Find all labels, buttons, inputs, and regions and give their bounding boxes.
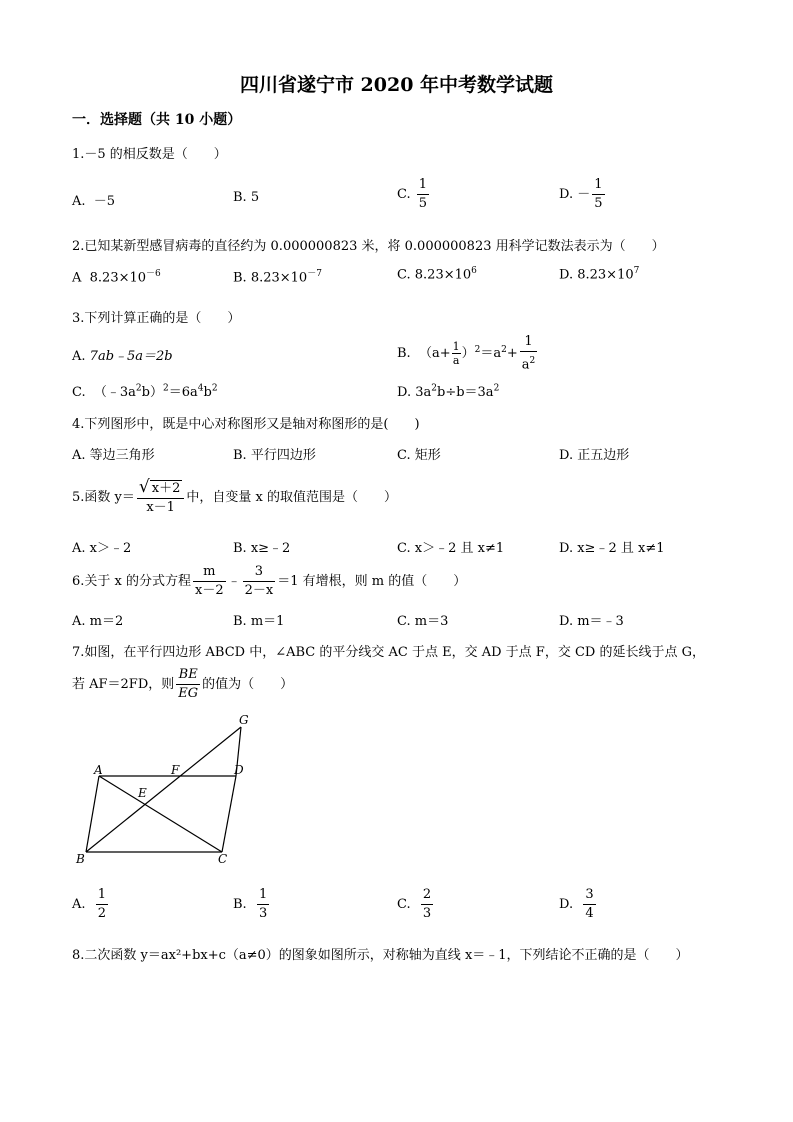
q3-option-b: B. （a+ $\frac{1}{a}$ ）$^2=a^2+$ $\frac{1}{a^2}$ [397, 334, 536, 373]
q7-option-c: C. $\frac{2}{3}$ [397, 887, 432, 921]
fraction: $\frac{BE}{EG}$ [178, 667, 199, 701]
sqrt-sign: √ [138, 477, 150, 497]
question-8-stem: 8.二次函数 y＝ax²+bx+c（a≠0）的图象如图所示，对称轴为直线 x＝﹣1，下列结论不正确的是（ ） [72, 948, 689, 963]
q5-option-c: C. x＞﹣2 且 x≠1 [397, 541, 505, 556]
q2-option-b: B. $8.23\times 10^{-7}$ [233, 269, 322, 286]
point-label-F: F [171, 763, 180, 777]
fraction: $\frac{1}{2}$ [97, 887, 107, 921]
segment-DC [222, 776, 236, 852]
q5-option-d: D. x≥﹣2 且 x≠1 [559, 541, 665, 556]
point-label-C: C [218, 852, 228, 866]
q2-option-a: A $8.23\times 10^{-6}$ [72, 269, 161, 286]
fraction: $\frac{m}{x-2}$ [195, 564, 224, 598]
point-label-B: B [76, 852, 85, 866]
q2-option-d: D. $8.23\times 10^7$ [559, 266, 640, 283]
option-label: C. [397, 187, 411, 202]
q3-option-a: A. 7ab﹣5a＝2b [72, 349, 173, 364]
page-title: 四川省遂宁市 2020 年中考数学试题 [239, 74, 554, 96]
q3-option-d: D. $3a^2b\div b=3a^2$ [397, 383, 500, 400]
question-7-stem-line1: 7.如图，在平行四边形 ABCD 中，∠ABC 的平分线交 AC 于点 E，交 AD 于点 F，交 CD 的延长线于点 G， [72, 645, 705, 660]
option-value: －5 [93, 194, 116, 209]
fraction: $\frac{1}{a}$ [452, 340, 460, 368]
segment-BG [86, 727, 241, 852]
fraction: $\frac{3}{4}$ [585, 887, 594, 921]
q6-option-a: A. m＝2 [72, 614, 124, 629]
q6-option-c: C. m＝3 [397, 614, 449, 629]
option-label: B. [233, 190, 247, 205]
q5-option-a: A. x＞﹣2 [72, 541, 132, 556]
q4-option-c: C. 矩形 [397, 448, 441, 463]
q7-option-a: A. $\frac{1}{2}$ [72, 887, 107, 921]
point-label-G: G [239, 713, 249, 727]
parallelogram-figure [72, 712, 272, 872]
point-label-D: D [234, 763, 244, 777]
question-4-stem: 4.下列图形中，既是中心对称图形又是轴对称图形的是( ) [72, 417, 420, 432]
fraction: $\frac{1}{5}$ [418, 177, 428, 211]
q4-option-a: A. 等边三角形 [72, 448, 155, 463]
fraction: $\frac{1}{5}$ [594, 177, 603, 211]
segment-AC [99, 776, 222, 852]
fraction: $\frac{1}{a^2}$ [521, 334, 536, 373]
q5-option-b: B. x≥﹣2 [233, 541, 291, 556]
segment-AB [86, 776, 99, 852]
option-label: D. [559, 187, 574, 202]
question-5-stem: 5.函数 y＝ $\frac{√ x+2}{x-1}$ 中，自变量 x 的取值范围是（ ） [72, 477, 397, 515]
fraction: $\frac{√ x+2}{x-1}$ [137, 478, 184, 517]
question-7-stem-line2: 若 AF＝2FD，则 $\frac{BE}{EG}$ 的值为（ ） [72, 667, 294, 701]
question-3-stem: 3.下列计算正确的是（ ） [72, 311, 241, 326]
q7-option-b: B. $\frac{1}{3}$ [233, 887, 268, 921]
section-heading: 一．选择题（共 10 小题） [72, 112, 242, 128]
option-value: 5 [250, 190, 260, 205]
point-label-A: A [94, 763, 103, 777]
q6-option-b: B. m＝1 [233, 614, 285, 629]
q2-option-c: C. $8.23\times 10^6$ [397, 266, 477, 283]
question-2-stem: 2.已知某新型感冒病毒的直径约为 0.000000823 米，将 0.000000823 用科学记数法表示为（ ） [72, 239, 665, 254]
q3-option-c: C. $(﹣3a^2b)^2=6a^4b^2$ [72, 383, 218, 400]
q1-option-c [397, 176, 431, 213]
fraction: $\frac{3}{2-x}$ [244, 564, 274, 598]
question-1-stem: 1.－5 的相反数是（ ） [72, 147, 227, 162]
fraction: $\frac{2}{3}$ [422, 887, 432, 921]
q4-option-d: D. 正五边形 [559, 448, 630, 463]
fraction: $\frac{1}{3}$ [258, 887, 268, 921]
q4-option-b: B. 平行四边形 [233, 448, 316, 463]
point-label-E: E [138, 786, 147, 800]
question-6-stem: 6.关于 x 的分式方程 $\frac{m}{x-2}$ ﹣ $\frac{3}{2-x}$ ＝1 有增根，则 m 的值（ ） [72, 564, 467, 598]
q6-option-d: D. m＝﹣3 [559, 614, 624, 629]
q7-option-d: D. $\frac{3}{4}$ [559, 887, 594, 921]
q1-option-b [233, 190, 259, 205]
q1-option-a [72, 190, 115, 209]
option-label: A. [72, 194, 86, 209]
q1-option-d: D. － $\frac{1}{5}$ [559, 177, 603, 211]
